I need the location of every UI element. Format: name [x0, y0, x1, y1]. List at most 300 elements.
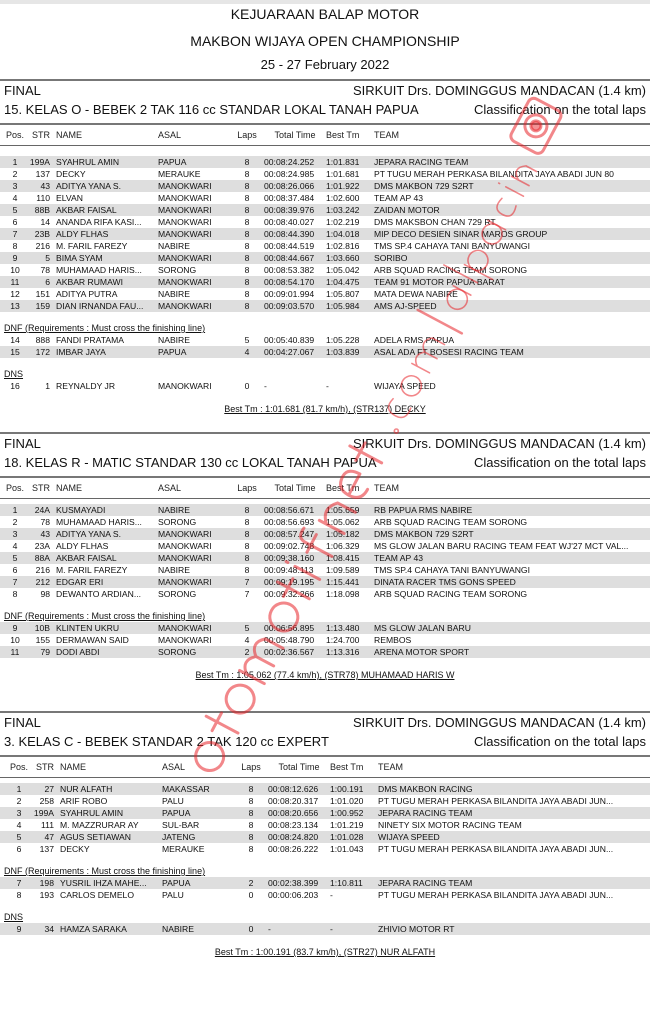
best-lap-summary: Best Tm : 1:01.681 (81.7 km/h), (STR137) DECKY [224, 404, 426, 414]
result-row [0, 889, 650, 901]
laps: 2 [244, 647, 250, 657]
rider-name: AKBAR FAISAL [56, 553, 117, 563]
laps: 8 [244, 517, 250, 527]
result-row [0, 276, 650, 288]
team-name: TMS SP.4 CAHAYA TANI BANYUWANGI [374, 241, 530, 251]
result-row [0, 795, 650, 807]
class-title: 18. KELAS R - MATIC STANDAR 130 cc LOKAL TANAH PAPUA [4, 455, 377, 470]
position: 11 [10, 277, 20, 287]
start-number: 79 [40, 647, 50, 657]
rider-origin: MANOKWARI [158, 577, 212, 587]
rider-origin: MERAUKE [158, 169, 201, 179]
best-time: 1:00.952 [330, 808, 364, 818]
total-time: 00:08:40.027 [264, 217, 315, 227]
result-row [0, 216, 650, 228]
best-lap-summary: Best Tm : 1:00.191 (83.7 km/h), (STR27) NUR ALFATH [214, 947, 436, 957]
col-total-time: Total Time [278, 762, 320, 772]
best-time: 1:09.589 [326, 565, 360, 575]
laps: 8 [244, 289, 250, 299]
result-row [0, 180, 650, 192]
team-name: RB PAPUA RMS NABIRE [374, 505, 473, 515]
col-team: TEAM [374, 130, 400, 140]
rider-name: KUSMAYADI [56, 505, 106, 515]
laps: 2 [248, 878, 254, 888]
rider-origin: MANOKWARI [158, 217, 212, 227]
rider-origin: JATENG [162, 832, 196, 842]
laps: 8 [244, 205, 250, 215]
rider-name: M. FARIL FAREZY [56, 565, 128, 575]
best-time: 1:05.228 [326, 335, 360, 345]
position: 10 [10, 635, 20, 645]
team-name: AMS AJ-SPEED [374, 301, 437, 311]
best-time: 1:01.681 [326, 169, 360, 179]
result-row [0, 504, 650, 516]
result-row [0, 831, 650, 843]
document-title: KEJUARAAN BALAP MOTOR [230, 6, 420, 22]
dns-label: DNS [4, 912, 24, 922]
team-name: ASAL ADA FT BOSESI RACING TEAM [374, 347, 524, 357]
rider-name: MUHAMAAD HARIS... [56, 265, 142, 275]
results-section-kelas-r [0, 432, 650, 682]
rider-name: FANDI PRATAMA [56, 335, 124, 345]
session-label: FINAL [4, 715, 41, 730]
start-number: 199A [29, 157, 50, 167]
rider-origin: MANOKWARI [158, 541, 212, 551]
start-number: 43 [40, 529, 50, 539]
laps: 7 [244, 577, 250, 587]
total-time: 00:08:44.667 [264, 253, 315, 263]
total-time: 00:08:57.247 [264, 529, 315, 539]
best-time: 1:03.839 [326, 347, 360, 357]
position: 3 [12, 181, 18, 191]
rider-origin: MANOKWARI [158, 623, 212, 633]
start-number: 98 [40, 589, 50, 599]
start-number: 137 [39, 844, 54, 854]
result-row [0, 622, 650, 634]
rider-origin: MANOKWARI [158, 553, 212, 563]
rider-name: M. MAZZRURAR AY [60, 820, 139, 830]
laps: 8 [244, 553, 250, 563]
rider-origin: MERAUKE [162, 844, 205, 854]
col-best-tm: Best Tm [326, 130, 360, 140]
col-laps: Laps [237, 130, 257, 140]
column-header-row [0, 757, 650, 777]
start-number: 34 [44, 924, 54, 934]
rider-origin: PAPUA [158, 157, 187, 167]
classification-note: Classification on the total laps [474, 102, 646, 117]
start-number: 1 [45, 381, 50, 391]
total-time: 00:09:03.570 [264, 301, 315, 311]
team-name: DMS MAKBON RACING [378, 784, 473, 794]
best-time: 1:01.219 [330, 820, 364, 830]
laps: 0 [244, 381, 250, 391]
position: 9 [12, 253, 18, 263]
rider-origin: MANOKWARI [158, 253, 212, 263]
rider-origin: MANOKWARI [158, 301, 212, 311]
rider-name: ADITYA YANA S. [56, 529, 121, 539]
position: 8 [12, 241, 18, 251]
start-number: 43 [40, 181, 50, 191]
rider-origin: PALU [162, 890, 184, 900]
result-row [0, 588, 650, 600]
rider-name: CARLOS DEMELO [60, 890, 135, 900]
start-number: 23B [34, 229, 50, 239]
total-time: 00:08:23.134 [268, 820, 319, 830]
rider-name: DIAN IRNANDA FAU... [56, 301, 144, 311]
total-time: 00:08:53.382 [264, 265, 315, 275]
team-name: NINETY SIX MOTOR RACING TEAM [378, 820, 522, 830]
result-row [0, 877, 650, 889]
laps: 8 [244, 157, 250, 167]
result-row [0, 923, 650, 935]
col-total-time: Total Time [274, 130, 316, 140]
rider-name: ALDY FLHAS [56, 541, 109, 551]
col-best-tm: Best Tm [326, 483, 360, 493]
rider-origin: MANOKWARI [158, 529, 212, 539]
total-time: 00:08:24.820 [268, 832, 319, 842]
start-number: 155 [35, 635, 50, 645]
result-row [0, 564, 650, 576]
dns-label: DNS [4, 369, 24, 379]
rider-origin: PALU [162, 796, 184, 806]
laps: 8 [244, 241, 250, 251]
position: 11 [10, 647, 20, 657]
team-name: TMS SP.4 CAHAYA TANI BANYUWANGI [374, 565, 530, 575]
total-time: 00:06:56.895 [264, 623, 315, 633]
col-best-tm: Best Tm [330, 762, 364, 772]
rider-name: SYAHRUL AMIN [56, 157, 120, 167]
position: 16 [10, 381, 20, 391]
session-label: FINAL [4, 436, 41, 451]
position: 1 [12, 505, 18, 515]
total-time: 00:02:36.567 [264, 647, 315, 657]
team-name: PT TUGU MERAH PERKASA BILANDITA JAYA ABADI JUN... [378, 890, 614, 900]
result-row [0, 576, 650, 588]
col-asal: ASAL [162, 762, 186, 772]
start-number: 27 [44, 784, 54, 794]
start-number: 6 [45, 277, 50, 287]
total-time: 00:05:40.839 [264, 335, 315, 345]
position: 14 [10, 335, 20, 345]
rider-origin: MANOKWARI [158, 229, 212, 239]
position: 4 [12, 541, 18, 551]
rider-name: AKBAR RUMAWI [56, 277, 124, 287]
laps: 8 [244, 565, 250, 575]
team-name: PT TUGU MERAH PERKASA BILANDITA JAYA ABADI JUN... [378, 844, 614, 854]
total-time: 00:08:20.317 [268, 796, 319, 806]
result-row [0, 646, 650, 658]
laps: 8 [244, 181, 250, 191]
rider-name: EDGAR ERI [56, 577, 104, 587]
position: 1 [16, 784, 22, 794]
circuit-name: SIRKUIT Drs. DOMINGGUS MANDACAN (1.4 km) [352, 715, 646, 730]
team-name: ARB SQUAD RACING TEAM SORONG [374, 589, 528, 599]
start-number: 216 [35, 241, 50, 251]
rider-name: HAMZA SARAKA [60, 924, 127, 934]
championship-title: MAKBON WIJAYA OPEN CHAMPIONSHIP [190, 33, 460, 49]
position: 2 [12, 169, 18, 179]
total-time: 00:08:20.656 [268, 808, 319, 818]
best-time: 1:05.984 [326, 301, 360, 311]
start-number: 78 [40, 265, 50, 275]
best-time: 1:15.441 [326, 577, 360, 587]
total-time: 00:08:44.390 [264, 229, 315, 239]
rider-name: ELVAN [56, 193, 83, 203]
best-time: 1:24.700 [326, 635, 360, 645]
total-time: 00:05:48.790 [264, 635, 315, 645]
best-time: 1:01.922 [326, 181, 360, 191]
laps: 8 [248, 808, 254, 818]
team-name: DMS MAKBON 729 S2RT [374, 181, 474, 191]
best-time: 1:02.219 [326, 217, 360, 227]
start-number: 47 [44, 832, 54, 842]
dnf-label: DNF (Requirements : Must cross the finishing line) [4, 611, 206, 621]
best-time: 1:01.043 [330, 844, 364, 854]
rider-name: ADITYA PUTRA [56, 289, 118, 299]
laps: 0 [248, 890, 254, 900]
laps: 8 [244, 229, 250, 239]
best-time: 1:05.042 [326, 265, 360, 275]
laps: 8 [244, 217, 250, 227]
result-row [0, 300, 650, 312]
rider-name: KLINTEN UKRU [56, 623, 120, 633]
rider-origin: PAPUA [162, 878, 191, 888]
position: 3 [12, 529, 18, 539]
team-name: JEPARA RACING TEAM [378, 878, 473, 888]
best-time: 1:05.062 [326, 517, 360, 527]
result-row [0, 516, 650, 528]
rider-name: IMBAR JAYA [56, 347, 106, 357]
laps: 5 [244, 623, 250, 633]
position: 3 [16, 808, 22, 818]
session-row [0, 434, 650, 453]
rider-name: ARIF ROBO [60, 796, 108, 806]
start-number: 888 [35, 335, 50, 345]
col-laps: Laps [237, 483, 257, 493]
laps: 4 [244, 347, 250, 357]
total-time: 00:00:06.203 [268, 890, 319, 900]
rider-origin: SORONG [158, 265, 197, 275]
circuit-name: SIRKUIT Drs. DOMINGGUS MANDACAN (1.4 km) [352, 83, 646, 98]
result-row [0, 156, 650, 168]
total-time: 00:08:24.252 [264, 157, 315, 167]
laps: 8 [244, 541, 250, 551]
rider-name: DECKY [60, 844, 90, 854]
position: 12 [10, 289, 20, 299]
class-row [0, 453, 650, 472]
best-time: 1:02.816 [326, 241, 360, 251]
col-team: TEAM [374, 483, 400, 493]
team-name: WIJAYA SPEED [378, 832, 440, 842]
rider-origin: MAKASSAR [162, 784, 210, 794]
position: 1 [12, 157, 18, 167]
session-row [0, 713, 650, 732]
rider-origin: MANOKWARI [158, 635, 212, 645]
result-row [0, 346, 650, 358]
col-name: NAME [60, 762, 87, 772]
result-row [0, 819, 650, 831]
position: 5 [12, 205, 18, 215]
laps: 8 [248, 784, 254, 794]
total-time: 00:09:48.113 [264, 565, 314, 575]
laps: 8 [248, 832, 254, 842]
best-time: 1:05.807 [326, 289, 360, 299]
team-name: MS GLOW JALAN BARU RACING TEAM FEAT WJ'27 MCT VAL... [374, 541, 629, 551]
laps: 0 [248, 924, 254, 934]
result-row [0, 228, 650, 240]
start-number: 10B [34, 623, 50, 633]
total-time: 00:02:38.399 [268, 878, 319, 888]
start-number: 5 [45, 253, 50, 263]
col-asal: ASAL [158, 483, 182, 493]
position: 6 [16, 844, 22, 854]
total-time: 00:08:56.671 [264, 505, 315, 515]
laps: 8 [244, 193, 250, 203]
total-time: 00:08:44.519 [264, 241, 315, 251]
col-name: NAME [56, 483, 83, 493]
start-number: 110 [36, 193, 50, 203]
start-number: 151 [35, 289, 50, 299]
class-row [0, 100, 650, 119]
total-time: 00:08:12.626 [268, 784, 319, 794]
rider-origin: NABIRE [162, 924, 194, 934]
best-time: 1:04.018 [326, 229, 360, 239]
team-name: ARB SQUAD RACING TEAM SORONG [374, 265, 528, 275]
rider-origin: NABIRE [158, 289, 190, 299]
rider-name: ALDY FLHAS [56, 229, 109, 239]
total-time: 00:08:26.066 [264, 181, 315, 191]
rider-name: ADITYA YANA S. [56, 181, 121, 191]
col-pos: Pos. [5, 130, 24, 140]
position: 9 [12, 623, 18, 633]
total-time: 00:09:38.160 [264, 553, 315, 563]
start-number: 111 [40, 820, 54, 830]
rider-name: BIMA SYAM [56, 253, 103, 263]
position: 9 [16, 924, 22, 934]
start-number: 88A [34, 553, 50, 563]
team-name: TEAM AP 43 [374, 193, 424, 203]
dnf-label: DNF (Requirements : Must cross the finishing line) [4, 866, 206, 876]
start-number: 23A [34, 541, 50, 551]
start-number: 193 [39, 890, 54, 900]
best-time: 1:01.028 [330, 832, 364, 842]
team-name: JEPARA RACING TEAM [374, 157, 469, 167]
position: 4 [12, 193, 18, 203]
start-number: 88B [34, 205, 50, 215]
result-row [0, 540, 650, 552]
rider-origin: NABIRE [158, 241, 190, 251]
best-time: 1:10.811 [330, 878, 363, 888]
position: 7 [12, 229, 18, 239]
dnf-label: DNF (Requirements : Must cross the finishing line) [4, 323, 206, 333]
rider-name: AGUS SETIAWAN [60, 832, 131, 842]
results-section-kelas-c [0, 711, 650, 959]
best-time: - [330, 890, 333, 900]
rider-origin: PAPUA [158, 347, 187, 357]
laps: 8 [244, 253, 250, 263]
rider-origin: MANOKWARI [158, 181, 212, 191]
rider-origin: NABIRE [158, 565, 190, 575]
laps: 8 [248, 820, 254, 830]
best-time: 1:06.329 [326, 541, 360, 551]
rider-origin: SORONG [158, 647, 197, 657]
total-time: 00:08:26.222 [268, 844, 319, 854]
start-number: 198 [39, 878, 54, 888]
rider-name: DEWANTO ARDIAN... [56, 589, 141, 599]
col-str: STR [32, 130, 50, 140]
rider-name: MUHAMAAD HARIS... [56, 517, 142, 527]
team-name: REMBOS [374, 635, 412, 645]
result-row [0, 380, 650, 392]
best-time: 1:00.191 [330, 784, 364, 794]
best-time: 1:05.182 [326, 529, 360, 539]
rider-name: SYAHRUL AMIN [60, 808, 124, 818]
result-row [0, 252, 650, 264]
rider-name: YUSRIL IHZA MAHE... [60, 878, 147, 888]
rider-origin: SORONG [158, 517, 197, 527]
best-time: 1:08.415 [326, 553, 360, 563]
laps: 8 [244, 265, 250, 275]
rider-name: ANANDA RIFA KASI... [56, 217, 142, 227]
best-time: 1:01.020 [330, 796, 364, 806]
start-number: 137 [35, 169, 50, 179]
best-time: 1:04.475 [326, 277, 360, 287]
team-name: ARB SQUAD RACING TEAM SORONG [374, 517, 528, 527]
rider-origin: PAPUA [162, 808, 191, 818]
rider-name: DODI ABDI [56, 647, 100, 657]
best-time: - [330, 924, 333, 934]
position: 8 [12, 589, 18, 599]
best-time: 1:13.316 [326, 647, 360, 657]
best-time: - [326, 381, 329, 391]
laps: 4 [244, 635, 250, 645]
start-number: 78 [40, 517, 50, 527]
position: 7 [12, 577, 18, 587]
total-time: 00:09:02.748 [264, 541, 315, 551]
session-row [0, 81, 650, 100]
col-str: STR [36, 762, 54, 772]
position: 8 [16, 890, 22, 900]
best-time: 1:13.480 [326, 623, 360, 633]
result-row [0, 288, 650, 300]
start-number: 159 [35, 301, 50, 311]
rider-origin: MANOKWARI [158, 205, 212, 215]
total-time: 00:08:24.985 [264, 169, 315, 179]
rider-origin: NABIRE [158, 335, 190, 345]
best-time: 1:18.098 [326, 589, 360, 599]
result-row [0, 240, 650, 252]
total-time: 00:08:54.170 [264, 277, 315, 287]
laps: 8 [244, 169, 250, 179]
team-name: TEAM 91 MOTOR PAPUA BARAT [374, 277, 505, 287]
position: 15 [10, 347, 20, 357]
result-row [0, 168, 650, 180]
team-name: MATA DEWA NABIRE [374, 289, 458, 299]
laps: 8 [244, 277, 250, 287]
best-lap-summary: Best Tm : 1:05.062 (77.4 km/h), (STR78) MUHAMAAD HARIS W [195, 670, 455, 680]
best-time: 1:01.831 [326, 157, 360, 167]
class-row [0, 732, 650, 751]
classification-note: Classification on the total laps [474, 455, 646, 470]
classification-note: Classification on the total laps [474, 734, 646, 749]
team-name: PT TUGU MERAH PERKASA BILANDITA JAYA ABADI JUN 80 [374, 169, 614, 179]
event-dates: 25 - 27 February 2022 [260, 57, 390, 72]
total-time: 00:09:32.266 [264, 589, 315, 599]
start-number: 212 [35, 577, 50, 587]
rider-origin: MANOKWARI [158, 277, 212, 287]
best-time: 1:03.660 [326, 253, 360, 263]
laps: 8 [244, 505, 250, 515]
